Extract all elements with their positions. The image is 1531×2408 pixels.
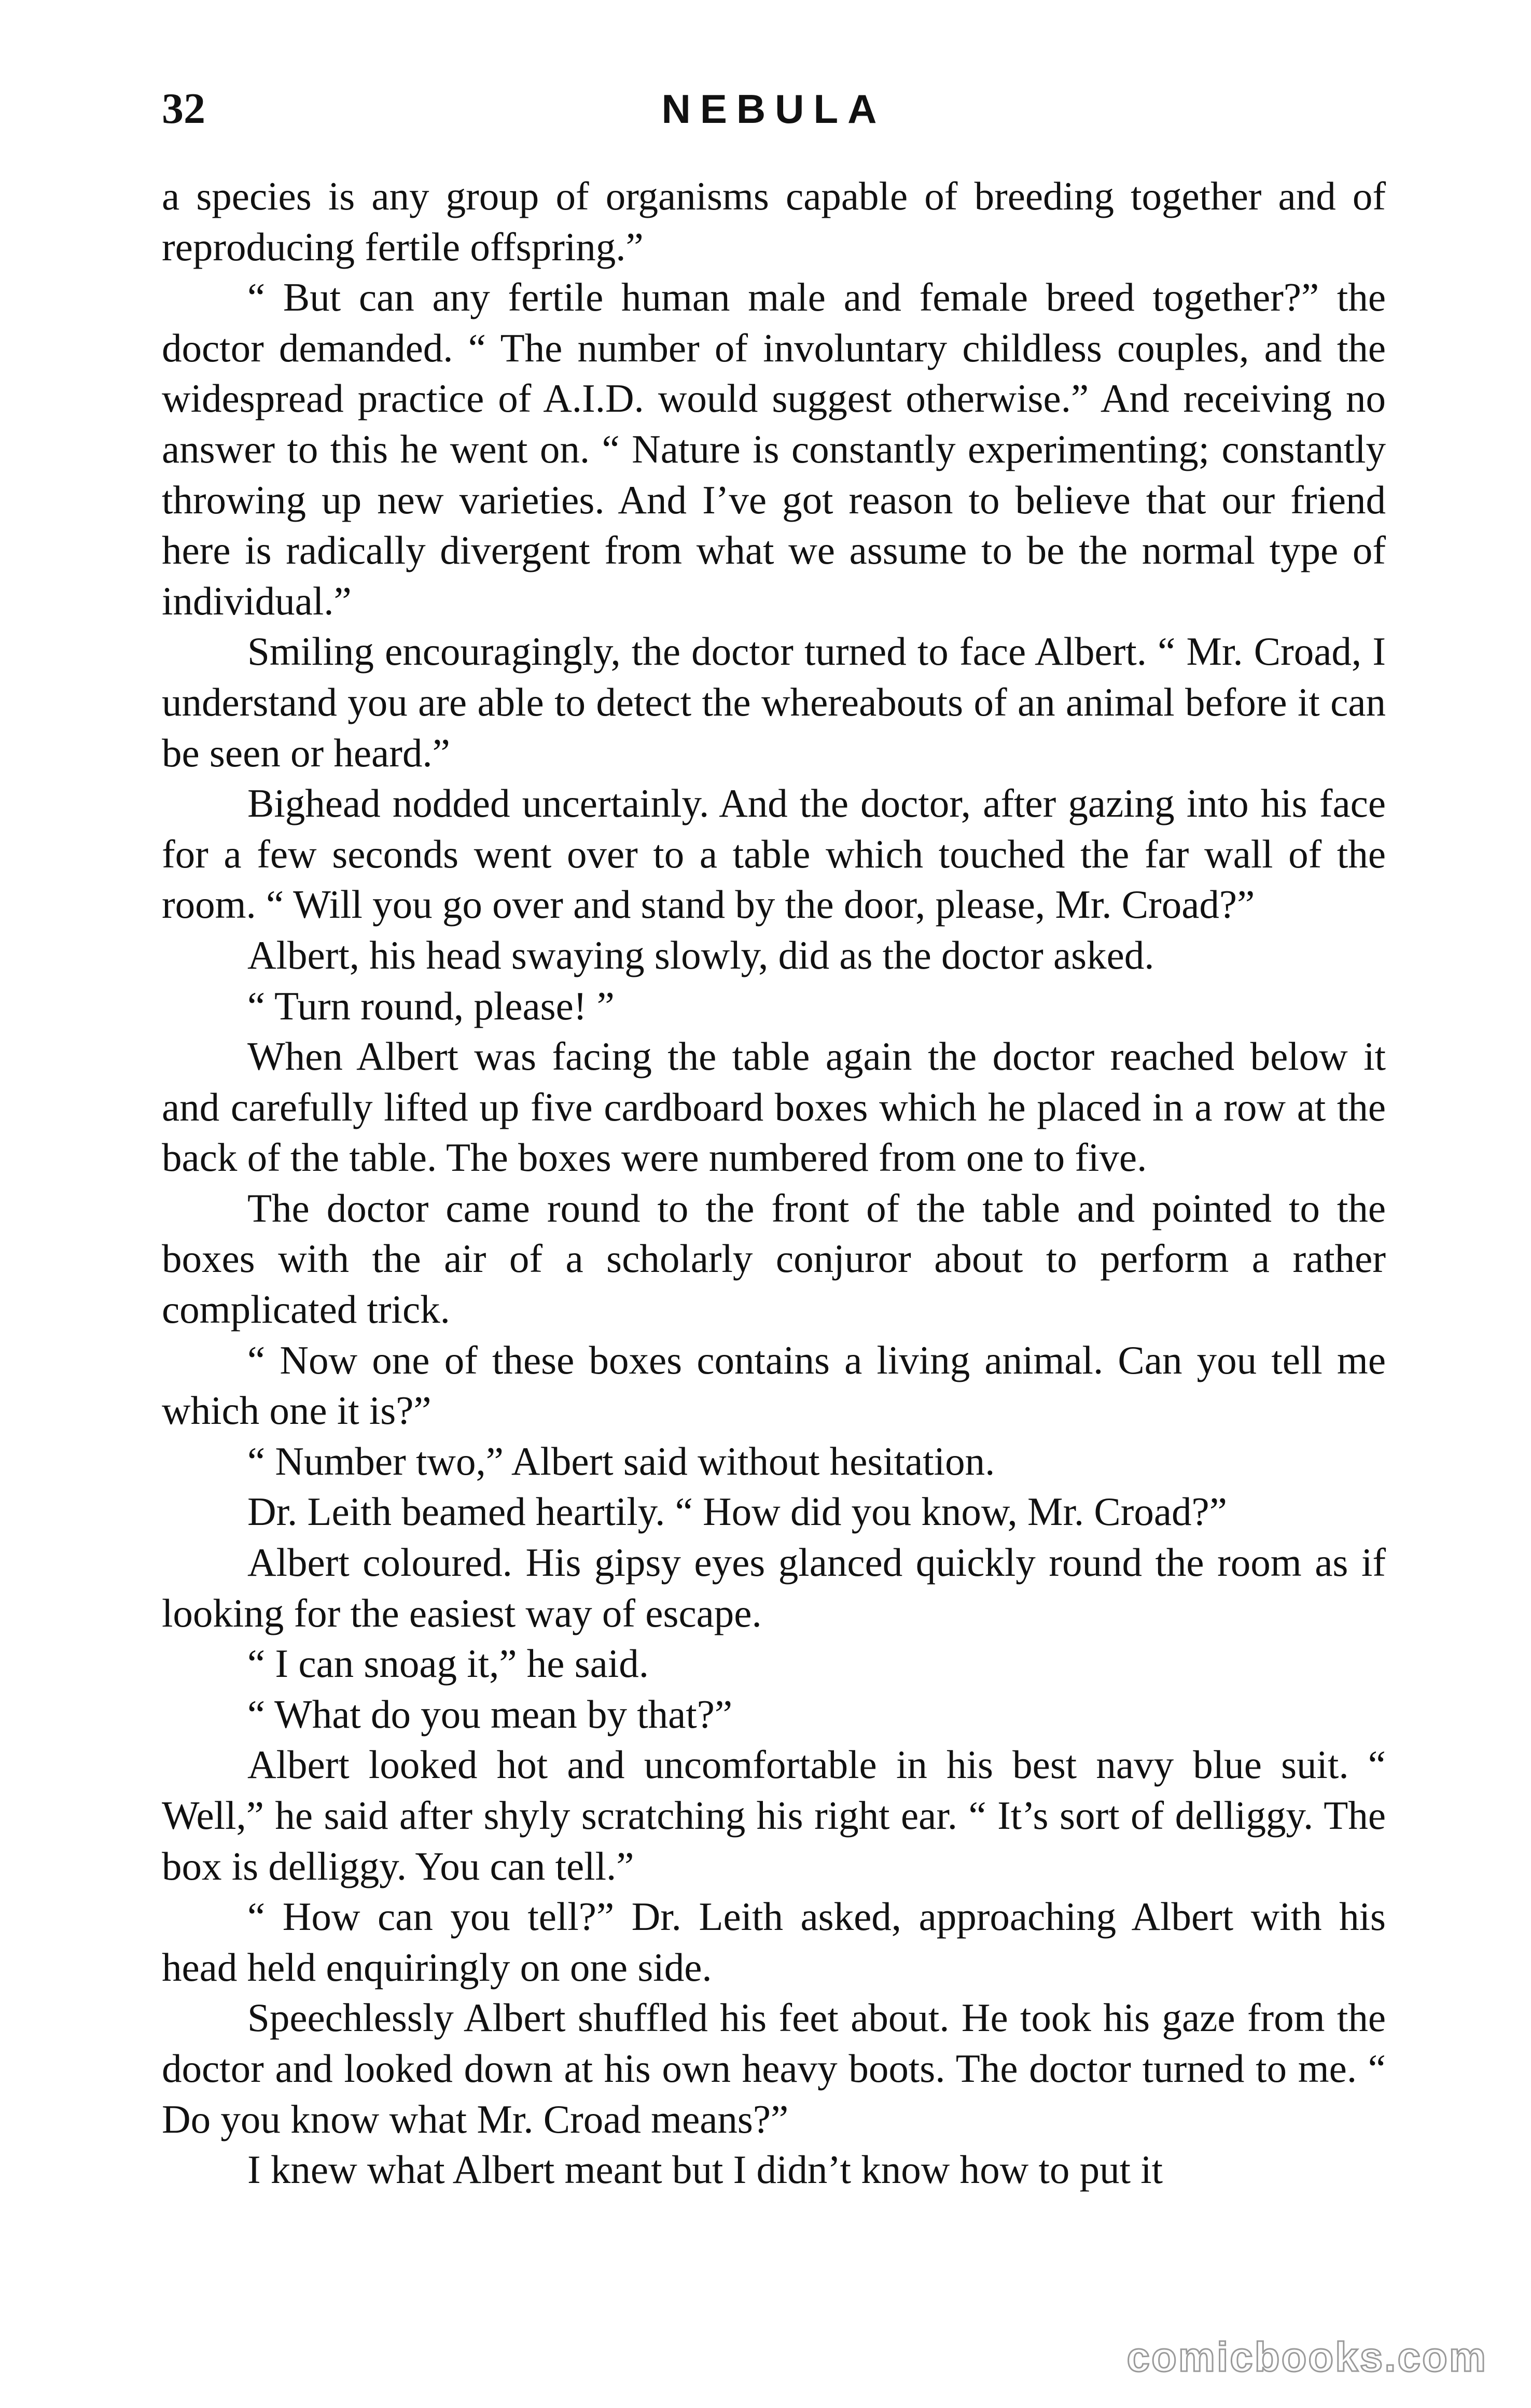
paragraph: “ Now one of these boxes contains a living animal. Can you tell me which one it is?” bbox=[162, 1337, 1386, 1433]
paragraph: Dr. Leith beamed heartily. “ How did you know, Mr. Croad?” bbox=[247, 1489, 1227, 1534]
body-text bbox=[162, 171, 1386, 2195]
paragraph: Smiling encouragingly, the doctor turned to face Albert. “ Mr. Croad, I understand you are able to detect the whereabouts of an animal before it can be seen or heard.” bbox=[162, 629, 1386, 775]
paragraph: Albert, his head swaying slowly, did as the doctor asked. bbox=[247, 932, 1154, 977]
paragraph: When Albert was facing the table again the doctor reached below it and carefully lifted up five cardboard boxes which he placed in a row at the back of the table. The boxes were numbered from one to five. bbox=[162, 1034, 1386, 1180]
paragraph: “ What do you mean by that?” bbox=[247, 1691, 733, 1737]
page-header bbox=[162, 78, 1386, 140]
paragraph: Bighead nodded uncertainly. And the doctor, after gazing into his face for a few seconds went over to a table which touched the far wall of the room. “ Will you go over and stand by the door, please, Mr. Croad?” bbox=[162, 781, 1386, 927]
paragraph: Albert looked hot and uncomfortable in his best navy blue suit. “ Well,” he said after shyly scratching his right ear. “ It’s sort of delliggy. The box is delliggy. You can tell.” bbox=[162, 1742, 1386, 1888]
paragraph: “ Turn round, please! ” bbox=[247, 983, 615, 1028]
paragraph: a species is any group of organisms capable of breeding together and of reproducing fertile offspring.” bbox=[162, 174, 1386, 269]
paragraph: Albert coloured. His gipsy eyes glanced quickly round the room as if looking for the easiest way of escape. bbox=[162, 1540, 1386, 1635]
watermark: comicbooks.com bbox=[1126, 2334, 1487, 2380]
paragraph: “ But can any fertile human male and female breed together?” the doctor demanded. “ The number of involuntary childless couples, and the widespread practice of A.I.D. would suggest otherwise.” And receiving no answer to this he went on. “ Nature is constantly experimenting; constantly throwing up new varieties. And I’ve got reason to believe that our friend here is radically divergent from what we assume to be the normal type of individual.” bbox=[162, 275, 1386, 623]
paragraph: I knew what Albert meant but I didn’t know how to put it bbox=[247, 2147, 1163, 2192]
paragraph: Speechlessly Albert shuffled his feet about. He took his gaze from the doctor and looked down at his own heavy boots. The doctor turned to me. “ Do you know what Mr. Croad means?” bbox=[162, 1995, 1386, 2141]
paragraph: The doctor came round to the front of the table and pointed to the boxes with the air of a scholarly conjuror about to perform a rather complicated trick. bbox=[162, 1185, 1386, 1332]
page-number: 32 bbox=[162, 85, 205, 133]
paragraph: “ How can you tell?” Dr. Leith asked, approaching Albert with his head held enquiringly on one side. bbox=[162, 1894, 1386, 1990]
running-title: NEBULA bbox=[661, 86, 886, 132]
paragraph: “ Number two,” Albert said without hesitation. bbox=[247, 1438, 995, 1483]
paragraph: “ I can snoag it,” he said. bbox=[247, 1641, 649, 1686]
